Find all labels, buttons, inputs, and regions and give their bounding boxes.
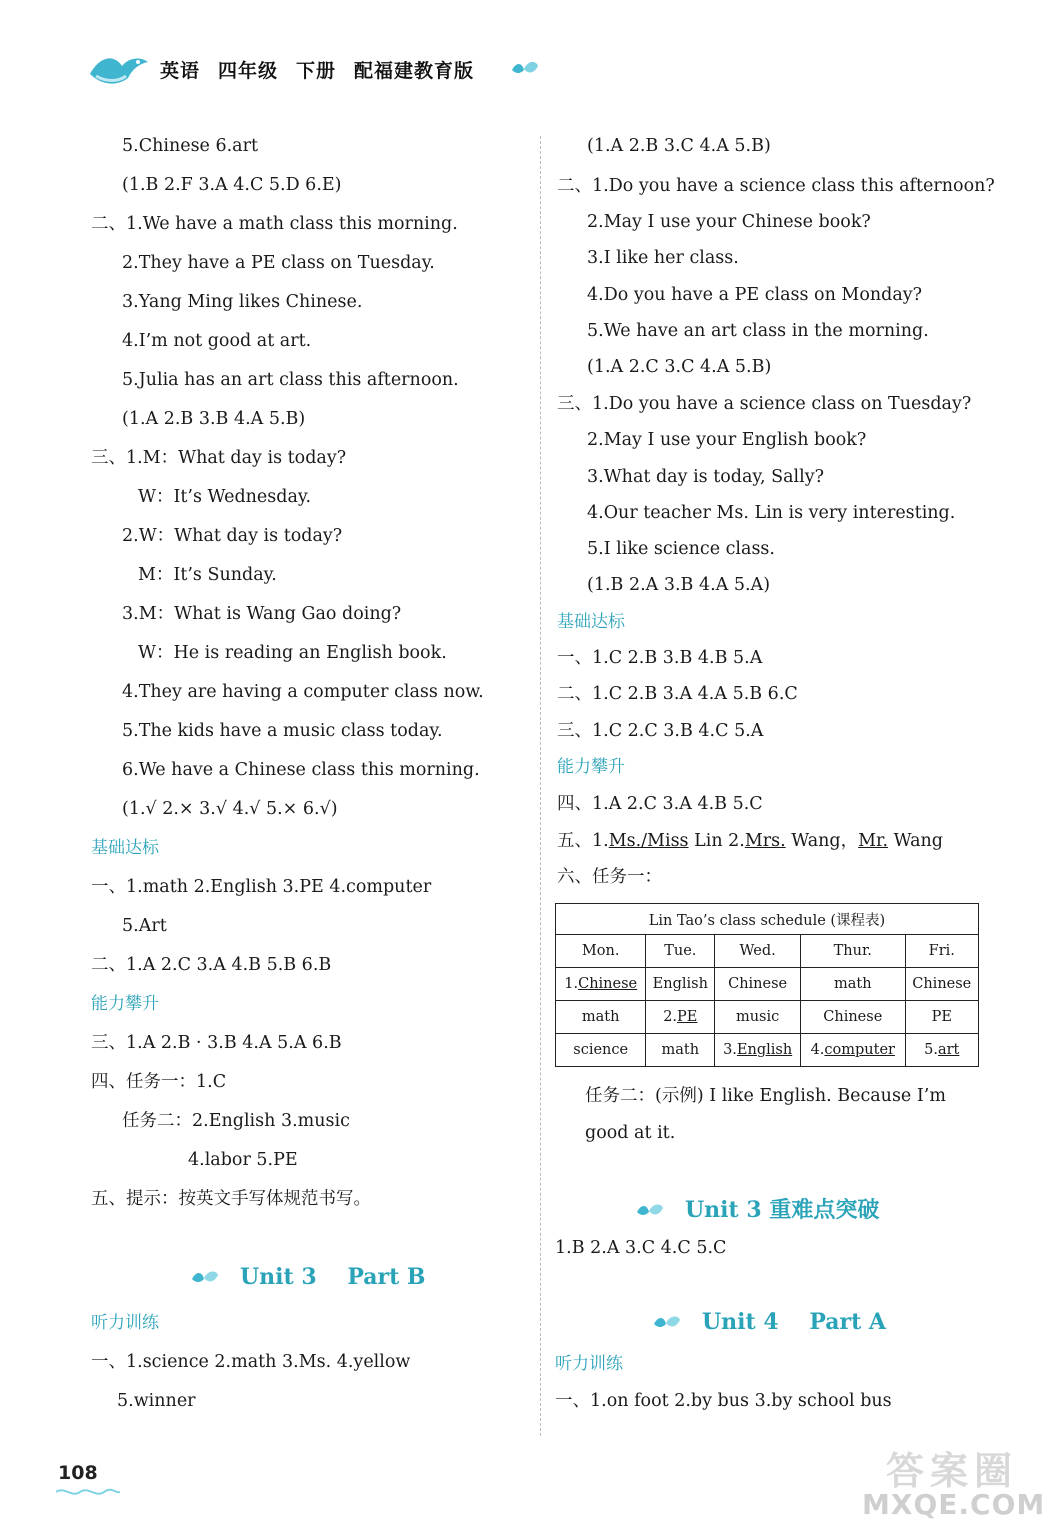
unit-part: Part A bbox=[809, 1309, 887, 1335]
blank-number: 2. bbox=[663, 1009, 678, 1025]
answer-line-five bbox=[557, 829, 943, 853]
schedule-day-header: Tue. bbox=[646, 935, 715, 968]
filled-answer: English bbox=[736, 1042, 793, 1058]
leaf-icon bbox=[635, 1203, 665, 1219]
schedule-cell bbox=[905, 1034, 978, 1067]
filled-answer: computer bbox=[824, 1042, 895, 1058]
answer-ms-miss: Ms./Miss bbox=[608, 831, 689, 851]
answer-line: 三、1.Do you have a science class on Tuesday? bbox=[557, 394, 972, 414]
schedule-day-header: Thur. bbox=[801, 935, 906, 968]
schedule-cell: science bbox=[556, 1034, 646, 1067]
answer-line: 四、任务一：1.C bbox=[91, 1072, 227, 1092]
answer-line: 2.May I use your English book? bbox=[587, 430, 867, 450]
unit-name: Unit 3 bbox=[240, 1264, 317, 1290]
header-edition: 配福建教育版 bbox=[354, 60, 475, 82]
answer-line: 3.M：What is Wang Gao doing? bbox=[122, 604, 402, 624]
schedule-cell: math bbox=[556, 1001, 646, 1034]
section-heading: 能力攀升 bbox=[91, 994, 159, 1014]
filled-answer: Chinese bbox=[578, 976, 638, 992]
section-heading: 能力攀升 bbox=[557, 757, 625, 777]
line-five-wang1: Wang， bbox=[785, 831, 859, 851]
answer-line: 任务二：2.English 3.music bbox=[122, 1111, 350, 1131]
section-heading: 基础达标 bbox=[557, 612, 625, 632]
answer-line: W：It’s Wednesday. bbox=[138, 487, 312, 507]
header-volume: 下册 bbox=[296, 60, 337, 82]
line-five-prefix: 五、1. bbox=[557, 831, 609, 851]
answer-line: 4.Do you have a PE class on Monday? bbox=[587, 285, 923, 305]
answer-line: 3.What day is today, Sally? bbox=[587, 467, 824, 487]
schedule-cell bbox=[801, 1034, 906, 1067]
unit-3-key-points-heading bbox=[635, 1193, 879, 1224]
answer-line: 5.winner bbox=[117, 1391, 196, 1411]
schedule-day-header: Mon. bbox=[556, 935, 646, 968]
blank-number: 4. bbox=[810, 1042, 825, 1058]
schedule-header-row bbox=[556, 935, 979, 968]
section-heading: 听力训练 bbox=[555, 1354, 623, 1374]
schedule-cell: PE bbox=[905, 1001, 978, 1034]
answer-line: 5.I like science class. bbox=[587, 539, 775, 559]
answer-line: 2.They have a PE class on Tuesday. bbox=[122, 253, 435, 273]
schedule-row bbox=[556, 1001, 979, 1034]
filled-answer: art bbox=[937, 1042, 960, 1058]
schedule-cell: Chinese bbox=[801, 1001, 906, 1034]
answer-line: 三、1.A 2.B · 3.B 4.A 5.A 6.B bbox=[91, 1033, 342, 1053]
schedule-day-header: Wed. bbox=[715, 935, 801, 968]
answer-line: 六、任务一： bbox=[557, 867, 662, 887]
page-header bbox=[88, 48, 608, 88]
answer-line: 5.The kids have a music class today. bbox=[122, 721, 443, 741]
line-five-wang2: Wang bbox=[888, 831, 943, 851]
schedule-row bbox=[556, 968, 979, 1001]
answer-line: 4.They are having a computer class now. bbox=[122, 682, 484, 702]
answer-line: (1.B 2.A 3.B 4.A 5.A) bbox=[587, 575, 771, 595]
schedule-cell bbox=[556, 968, 646, 1001]
answer-line: 5.Art bbox=[122, 916, 167, 936]
schedule-cell: math bbox=[646, 1034, 715, 1067]
answer-line: M：It’s Sunday. bbox=[138, 565, 277, 585]
answer-line: 二、1.Do you have a science class this afternoon? bbox=[557, 176, 995, 196]
schedule-cell: math bbox=[801, 968, 906, 1001]
answer-line: 四、1.A 2.C 3.A 4.B 5.C bbox=[557, 794, 763, 814]
header-title bbox=[160, 56, 492, 83]
leaf-icon bbox=[652, 1315, 682, 1331]
answer-line: 一、1.math 2.English 3.PE 4.computer bbox=[91, 877, 432, 897]
answer-line: good at it. bbox=[585, 1123, 676, 1143]
section-heading: 基础达标 bbox=[91, 838, 159, 858]
answer-mr: Mr. bbox=[858, 831, 889, 851]
schedule-cell: Chinese bbox=[905, 968, 978, 1001]
answer-line: 二、1.C 2.B 3.A 4.A 5.B 6.C bbox=[557, 684, 798, 704]
blank-number: 5. bbox=[924, 1042, 938, 1058]
answer-line: (1.A 2.C 3.C 4.A 5.B) bbox=[587, 357, 772, 377]
answer-line: (1.A 2.B 3.C 4.A 5.B) bbox=[587, 136, 771, 156]
schedule-day-header: Fri. bbox=[905, 935, 978, 968]
schedule-cell bbox=[646, 1001, 715, 1034]
answer-line: 4.labor 5.PE bbox=[188, 1150, 298, 1170]
answer-line: (1.A 2.B 3.B 4.A 5.B) bbox=[122, 409, 306, 429]
header-grade: 四年级 bbox=[218, 60, 279, 82]
blank-number: 1. bbox=[564, 976, 579, 992]
page-number: 108 bbox=[58, 1462, 98, 1484]
answer-line: 4.I’m not good at art. bbox=[122, 331, 312, 351]
unit-name: Unit 3 重难点突破 bbox=[685, 1197, 880, 1223]
answer-line: (1.B 2.F 3.A 4.C 5.D 6.E) bbox=[122, 175, 342, 195]
schedule-cell: English bbox=[646, 968, 715, 1001]
blank-number: 3. bbox=[723, 1042, 737, 1058]
answer-line: 一、1.science 2.math 3.Ms. 4.yellow bbox=[91, 1352, 411, 1372]
unit-4-part-a-heading bbox=[652, 1309, 886, 1335]
schedule-row bbox=[556, 1034, 979, 1067]
answer-line: 5.Chinese 6.art bbox=[122, 136, 259, 156]
answer-line: 三、1.C 2.C 3.B 4.C 5.A bbox=[557, 721, 764, 741]
answer-line: 2.W：What day is today? bbox=[122, 526, 343, 546]
line-five-lin: Lin 2. bbox=[688, 831, 745, 851]
class-schedule-table bbox=[555, 903, 979, 1067]
answer-line: 3.Yang Ming likes Chinese. bbox=[122, 292, 363, 312]
watermark-site-text: MXQE.COM bbox=[862, 1488, 1046, 1521]
answer-line: 4.Our teacher Ms. Lin is very interesting. bbox=[587, 503, 956, 523]
answer-mrs: Mrs. bbox=[744, 831, 786, 851]
filled-answer: PE bbox=[677, 1009, 698, 1025]
header-subject: 英语 bbox=[160, 60, 201, 82]
bird-logo-icon bbox=[88, 52, 150, 88]
answer-line: 6.We have a Chinese class this morning. bbox=[122, 760, 480, 780]
unit-part: Part B bbox=[347, 1264, 426, 1290]
answer-line: 五、提示：按英文手写体规范书写。 bbox=[91, 1189, 371, 1209]
answer-line: 3.I like her class. bbox=[587, 248, 739, 268]
answer-line: W：He is reading an English book. bbox=[138, 643, 447, 663]
unit-3-part-b-heading bbox=[190, 1264, 426, 1290]
watermark-logo-text: 答案圈 bbox=[885, 1449, 1018, 1493]
leaf-decoration-icon bbox=[510, 60, 540, 78]
answer-line: 2.May I use your Chinese book? bbox=[587, 212, 871, 232]
answer-line: (1.√ 2.× 3.√ 4.√ 5.× 6.√) bbox=[122, 799, 338, 819]
watermark bbox=[862, 1440, 1046, 1530]
wave-decoration-icon bbox=[56, 1486, 120, 1498]
answer-line: 一、1.on foot 2.by bus 3.by school bus bbox=[555, 1391, 892, 1411]
schedule-caption: Lin Tao’s class schedule (课程表) bbox=[556, 904, 979, 935]
answer-line: 1.B 2.A 3.C 4.C 5.C bbox=[555, 1238, 727, 1258]
answer-line: 任务二：(示例) I like English. Because I’m bbox=[585, 1086, 946, 1106]
answer-line: 三、1.M：What day is today? bbox=[91, 448, 347, 468]
schedule-cell: Chinese bbox=[715, 968, 801, 1001]
section-heading: 听力训练 bbox=[91, 1313, 159, 1333]
unit-name: Unit 4 bbox=[702, 1309, 779, 1335]
leaf-icon bbox=[190, 1270, 220, 1286]
answer-line: 二、1.We have a math class this morning. bbox=[91, 214, 458, 234]
answer-line: 二、1.A 2.C 3.A 4.B 5.B 6.B bbox=[91, 955, 332, 975]
answer-line: 5.We have an art class in the morning. bbox=[587, 321, 929, 341]
schedule-cell bbox=[715, 1034, 801, 1067]
answer-line: 5.Julia has an art class this afternoon. bbox=[122, 370, 459, 390]
answer-line: 一、1.C 2.B 3.B 4.B 5.A bbox=[557, 648, 763, 668]
schedule-cell: music bbox=[715, 1001, 801, 1034]
column-divider bbox=[540, 136, 541, 1436]
